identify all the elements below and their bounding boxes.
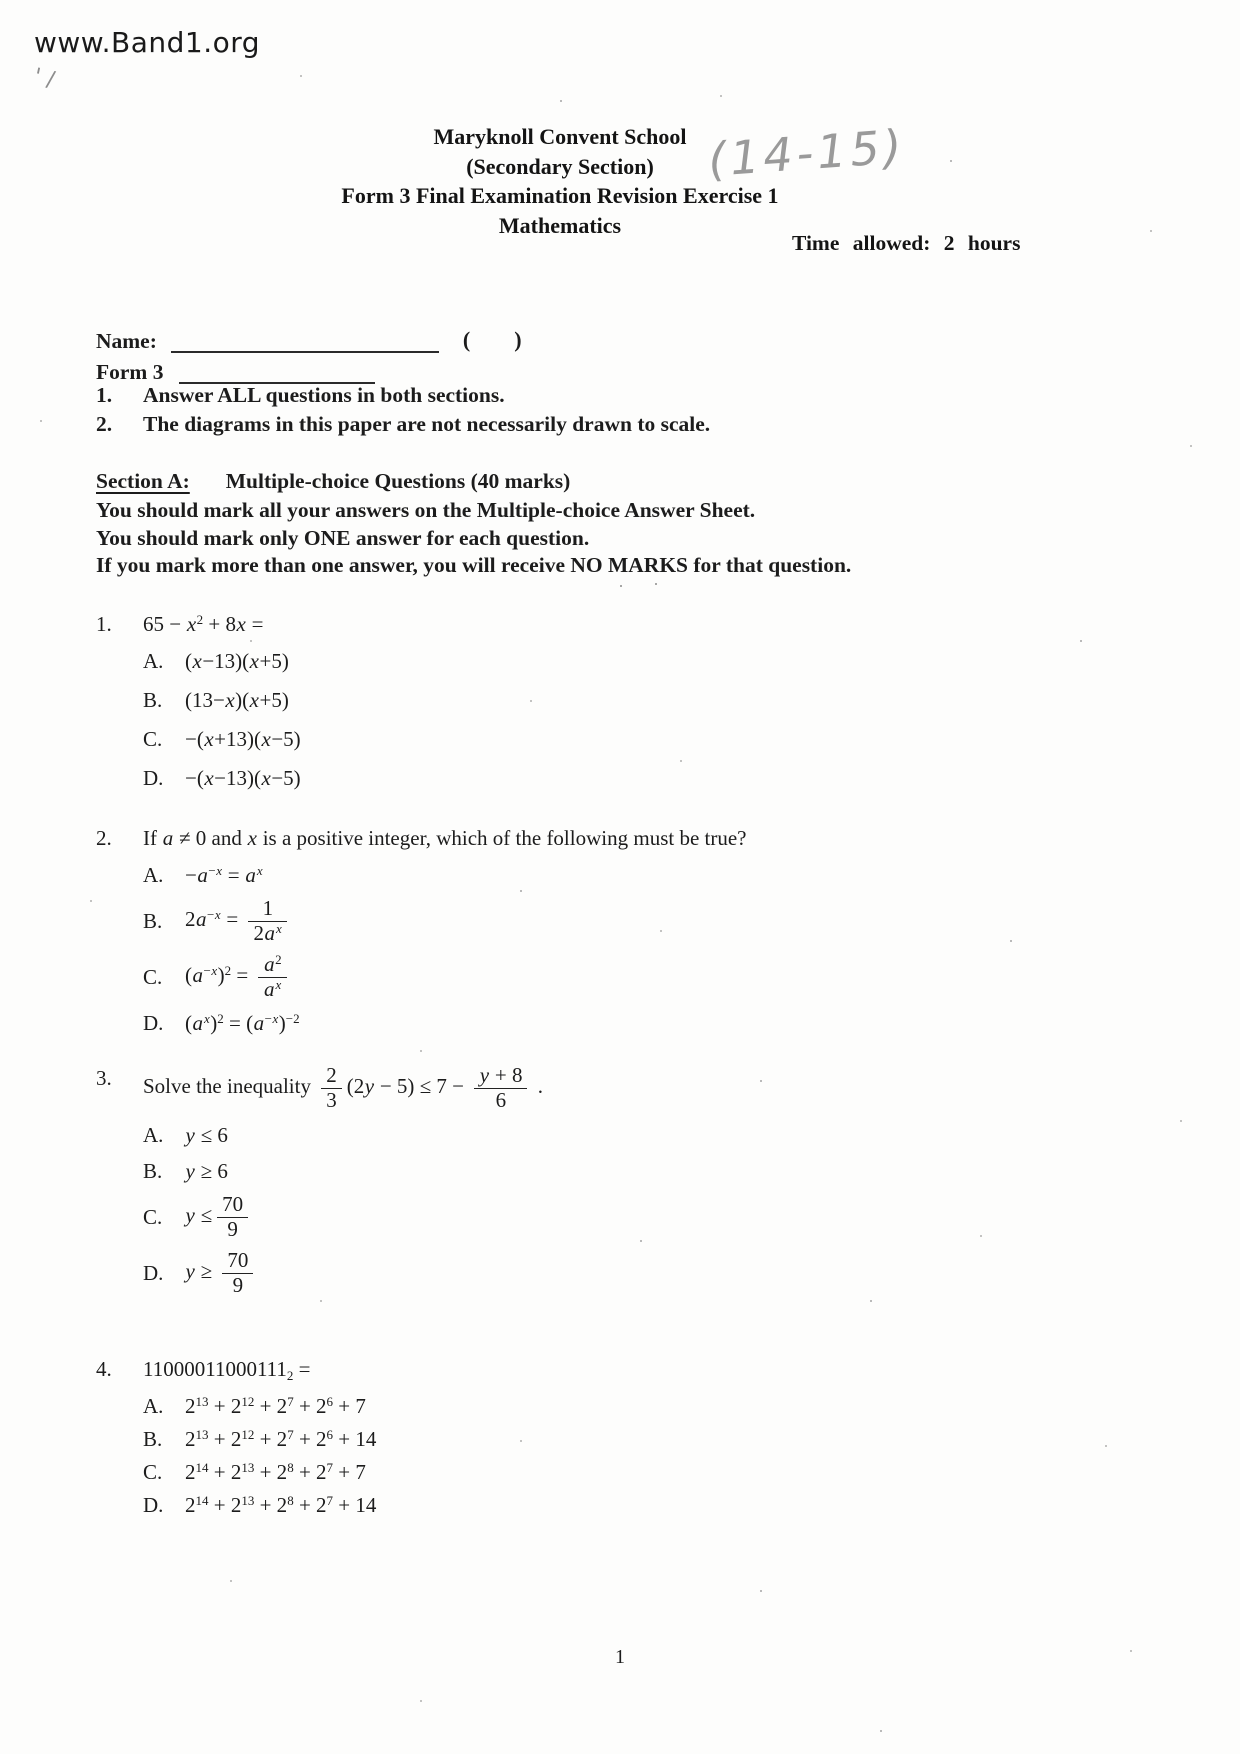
section-a-instruction-3: If you mark more than one answer, you will receive NO MARKS for that question. xyxy=(96,553,852,578)
option-letter: A. xyxy=(143,1394,164,1419)
option-expression xyxy=(185,1392,366,1420)
math-token: ≥ xyxy=(195,1258,218,1283)
option-letter: C. xyxy=(143,727,163,751)
math-token: 7 xyxy=(287,1394,294,1410)
section-a-label: Section A: xyxy=(96,469,190,493)
math-token: 2 xyxy=(196,612,204,627)
question-stem xyxy=(143,1355,310,1383)
answer-option xyxy=(96,1157,1096,1185)
math-token: + 2 xyxy=(254,1427,288,1452)
section-a-title: Multiple-choice Questions (40 marks) xyxy=(225,469,571,493)
instruction-number: 2. xyxy=(96,412,113,436)
class-number-brackets: ( ) xyxy=(462,327,522,352)
math-token: + 2 xyxy=(293,1427,327,1452)
math-token: + 7 xyxy=(333,1460,366,1485)
answer-option xyxy=(96,1249,1096,1297)
math-token: ) xyxy=(210,1011,218,1036)
math-token: +5) xyxy=(259,688,289,712)
pen-scribble: ' / xyxy=(31,64,57,93)
math-token xyxy=(256,863,263,878)
math-token: −5) xyxy=(271,766,301,790)
math-token: y xyxy=(479,1063,490,1088)
math-token: x xyxy=(249,649,259,673)
math-token: + 2 xyxy=(293,1394,327,1419)
answer-option xyxy=(96,1193,1096,1241)
math-token: x xyxy=(186,612,197,636)
math-token: ) xyxy=(217,962,225,987)
math-token: 9 xyxy=(232,1272,244,1297)
option-expression xyxy=(185,861,263,889)
math-token: 12 xyxy=(241,1394,255,1410)
question-options xyxy=(96,647,1096,792)
scan-noise xyxy=(560,100,562,102)
math-token: . xyxy=(532,1073,543,1098)
math-token: + 2 xyxy=(254,1460,288,1485)
math-token: a xyxy=(264,952,275,977)
math-token: 2 xyxy=(185,1427,196,1452)
math-token: 7 xyxy=(326,1493,334,1509)
question-stem-row xyxy=(96,1064,1096,1112)
question-1 xyxy=(96,610,1096,792)
question-number: 2. xyxy=(96,826,112,850)
math-token: 13 xyxy=(241,1493,255,1509)
math-token: 8 xyxy=(287,1460,294,1476)
math-token: 3 xyxy=(326,1087,337,1112)
math-token xyxy=(265,1011,279,1026)
question-options xyxy=(96,861,1096,1037)
math-token: x xyxy=(256,863,263,878)
math-token: x xyxy=(204,766,214,790)
instruction-text: Answer ALL questions in both sections. xyxy=(143,383,505,407)
math-token: + 8 xyxy=(203,612,237,636)
time-allowed-label: Time allowed: 2 hours xyxy=(792,231,1021,255)
math-token: = xyxy=(246,612,264,636)
option-letter: A. xyxy=(143,649,164,673)
math-token: − xyxy=(203,962,211,978)
question-list xyxy=(96,610,1096,1524)
math-token: x xyxy=(204,727,214,751)
math-token: a xyxy=(192,1011,203,1036)
math-token: x xyxy=(261,766,271,790)
math-token: is a positive integer, which of the following must be true? xyxy=(257,826,747,850)
option-letter: C. xyxy=(143,1205,163,1230)
option-expression xyxy=(185,1425,376,1453)
math-token: y xyxy=(185,1123,195,1148)
section-a xyxy=(96,466,851,580)
math-token: y xyxy=(364,1073,375,1098)
math-token: 9 xyxy=(227,1216,238,1241)
option-letter: A. xyxy=(143,1123,164,1148)
option-expression xyxy=(185,1249,258,1297)
math-token: a xyxy=(197,863,208,887)
question-stem-row xyxy=(96,610,1096,638)
school-section: (Secondary Section) xyxy=(466,153,654,179)
watermark-url: www.Band1.org xyxy=(34,26,261,59)
math-token: x xyxy=(275,920,282,936)
section-a-instruction-2: You should mark only ONE answer for each question. xyxy=(96,525,590,550)
math-token: 6 xyxy=(326,1427,334,1443)
math-token: −13)( xyxy=(202,649,250,673)
math-token: x xyxy=(261,727,271,751)
math-token: (2 xyxy=(346,1073,365,1098)
math-token: x xyxy=(272,1011,279,1027)
math-token: 70 xyxy=(222,1192,244,1217)
answer-option xyxy=(96,953,1096,1001)
math-token: x xyxy=(247,826,257,850)
math-token: 14 xyxy=(195,1460,209,1476)
math-token: + 2 xyxy=(293,1493,327,1518)
option-expression xyxy=(185,953,292,1001)
math-token: + 14 xyxy=(333,1427,377,1452)
math-token: +13)( xyxy=(214,727,262,751)
option-expression xyxy=(185,1157,228,1185)
math-token: = xyxy=(231,962,254,987)
section-a-instruction-1: You should mark all your answers on the Multiple-choice Answer Sheet. xyxy=(96,498,756,522)
question-number: 1. xyxy=(96,612,112,636)
answer-option xyxy=(96,861,1096,889)
math-token: + 2 xyxy=(208,1394,242,1419)
answer-option xyxy=(96,764,1096,792)
question-stem xyxy=(143,1064,543,1112)
option-letter: D. xyxy=(143,1011,164,1036)
general-instructions xyxy=(96,381,710,439)
math-token: 2 xyxy=(253,920,264,945)
math-token: − xyxy=(264,1011,272,1027)
math-token: 14 xyxy=(195,1493,209,1509)
math-token: +5) xyxy=(259,649,289,673)
math-token: 2 xyxy=(185,1493,196,1518)
math-token: 2 xyxy=(185,906,196,931)
math-token: )( xyxy=(235,688,250,712)
math-token: 70 xyxy=(227,1248,249,1273)
page-number: 1 xyxy=(615,1646,625,1668)
math-token: y xyxy=(185,1202,195,1227)
answer-option xyxy=(96,1121,1096,1149)
subject-title: Mathematics xyxy=(498,212,622,238)
math-token: 7 xyxy=(326,1460,334,1476)
math-token: x xyxy=(275,976,282,992)
math-token: y xyxy=(185,1258,195,1283)
math-token: + 2 xyxy=(254,1394,288,1419)
math-token: x xyxy=(216,863,222,878)
math-token: ≠ 0 and xyxy=(173,826,248,850)
answer-option xyxy=(96,647,1096,675)
math-token: 13 xyxy=(241,1460,255,1476)
answer-option xyxy=(96,1392,1096,1420)
math-token: = xyxy=(293,1357,311,1382)
question-number: 4. xyxy=(96,1357,112,1382)
math-token: 65 − xyxy=(143,612,187,636)
question-options xyxy=(96,1121,1096,1297)
student-info xyxy=(96,322,522,384)
answer-option xyxy=(96,725,1096,753)
math-token: a xyxy=(245,863,256,887)
math-token: ≥ 6 xyxy=(195,1159,228,1184)
math-token: −( xyxy=(185,727,204,751)
math-token: a xyxy=(263,976,275,1001)
math-token: (13− xyxy=(185,688,225,712)
math-token xyxy=(275,921,282,936)
math-token: + 2 xyxy=(293,1460,327,1485)
math-token: a xyxy=(196,906,207,931)
math-token: −2 xyxy=(285,1011,300,1027)
math-token: 1 xyxy=(262,896,274,920)
option-expression xyxy=(185,1009,300,1037)
name-label: Name: xyxy=(96,329,157,353)
instruction-text: The diagrams in this paper are not necessarily drawn to scale. xyxy=(143,412,711,436)
option-letter: D. xyxy=(143,1261,164,1286)
math-fraction xyxy=(248,897,287,945)
math-fraction xyxy=(258,953,286,1001)
math-token: 7 xyxy=(287,1427,294,1443)
question-4 xyxy=(96,1355,1096,1519)
math-token: 6 xyxy=(495,1087,507,1112)
math-token: 13 xyxy=(195,1394,209,1410)
math-token: ) xyxy=(278,1011,286,1036)
math-token: ≤ xyxy=(195,1202,213,1227)
math-token: 13 xyxy=(195,1427,209,1443)
option-expression xyxy=(185,1491,376,1519)
math-token: + 8 xyxy=(489,1063,523,1088)
option-expression xyxy=(185,725,301,753)
math-token: 2 xyxy=(185,1394,196,1419)
math-fraction xyxy=(474,1064,527,1112)
math-fraction xyxy=(222,1249,253,1297)
answer-option xyxy=(96,1009,1096,1037)
math-token: x xyxy=(204,1011,210,1027)
math-token: If xyxy=(143,826,163,850)
section-a-heading xyxy=(96,466,851,496)
option-letter: D. xyxy=(143,1493,164,1518)
math-token: 12 xyxy=(241,1427,255,1443)
question-stem xyxy=(143,610,263,638)
school-name: Maryknoll Convent School xyxy=(433,124,687,149)
math-token: − 5) ≤ 7 − xyxy=(374,1073,470,1098)
question-stem-row xyxy=(96,1355,1096,1383)
math-token: ( xyxy=(185,962,192,987)
name-blank-line xyxy=(171,331,439,353)
math-token: = xyxy=(222,863,245,887)
option-letter: B. xyxy=(143,688,163,712)
math-token xyxy=(204,963,218,978)
math-token: y xyxy=(185,1159,195,1184)
option-expression xyxy=(185,897,292,945)
option-expression xyxy=(185,1121,228,1149)
math-token: 2 xyxy=(286,1368,294,1384)
option-expression xyxy=(185,647,289,675)
answer-option xyxy=(96,897,1096,945)
option-letter: D. xyxy=(143,766,164,790)
math-token: 2 xyxy=(326,1063,337,1088)
answer-option xyxy=(96,1458,1096,1486)
option-letter: B. xyxy=(143,1427,163,1452)
math-token: 2 xyxy=(185,1460,196,1485)
math-token: a xyxy=(264,920,275,945)
question-3 xyxy=(96,1064,1096,1297)
math-token: = ( xyxy=(223,1011,254,1036)
question-number: 3. xyxy=(96,1066,112,1091)
math-token: + 2 xyxy=(208,1460,242,1485)
math-token: + 7 xyxy=(333,1394,366,1419)
question-stem xyxy=(143,824,747,852)
math-token: 11000011000111 xyxy=(143,1357,287,1382)
math-token: −5) xyxy=(271,727,301,751)
answer-option xyxy=(96,686,1096,714)
math-token: 6 xyxy=(326,1394,334,1410)
answer-option xyxy=(96,1425,1096,1453)
math-token: = xyxy=(221,906,244,931)
math-token: ( xyxy=(185,1011,192,1036)
math-fraction xyxy=(217,1193,248,1241)
math-token: ( xyxy=(185,649,192,673)
form-label: Form 3 xyxy=(96,360,164,384)
option-letter: C. xyxy=(143,965,163,990)
math-token: + 2 xyxy=(208,1427,242,1452)
math-fraction xyxy=(321,1064,342,1112)
option-expression xyxy=(185,1193,253,1241)
math-token: Solve the inequality xyxy=(143,1073,317,1098)
form-row xyxy=(96,353,522,384)
math-token: x xyxy=(192,649,202,673)
math-token: − xyxy=(185,863,197,887)
name-row xyxy=(96,322,522,353)
math-token: − xyxy=(207,906,215,922)
question-options xyxy=(96,1392,1096,1519)
math-token: x xyxy=(236,612,246,636)
option-expression xyxy=(185,764,301,792)
math-token: x xyxy=(214,906,221,922)
question-stem-row xyxy=(96,824,1096,852)
option-letter: A. xyxy=(143,863,164,887)
general-instruction-1 xyxy=(96,381,710,410)
instruction-number: 1. xyxy=(96,383,113,407)
math-token: + 2 xyxy=(254,1493,288,1518)
math-token: −( xyxy=(185,766,204,790)
math-token xyxy=(275,977,282,992)
math-token: x xyxy=(225,688,235,712)
math-token: x xyxy=(211,962,218,978)
math-token: 2 xyxy=(217,1011,224,1027)
option-letter: C. xyxy=(143,1460,163,1485)
math-token: a xyxy=(162,826,174,850)
math-token: a xyxy=(253,1011,265,1036)
math-token: ≤ 6 xyxy=(195,1123,228,1148)
exam-title: Form 3 Final Examination Revision Exercise 1 xyxy=(341,183,779,208)
math-token: 2 xyxy=(224,962,232,978)
math-token: x xyxy=(249,688,259,712)
math-token: + 14 xyxy=(333,1493,377,1518)
option-expression xyxy=(185,1458,366,1486)
option-expression xyxy=(185,686,289,714)
math-token: −13)( xyxy=(214,766,262,790)
question-2 xyxy=(96,824,1096,1037)
handwritten-year: (14-15) xyxy=(706,119,908,187)
general-instruction-2 xyxy=(96,410,710,439)
option-letter: B. xyxy=(143,909,163,934)
math-token: − xyxy=(208,863,216,878)
math-token: 8 xyxy=(287,1493,294,1509)
math-token: + 2 xyxy=(208,1493,242,1518)
math-token: 2 xyxy=(275,952,282,968)
option-letter: B. xyxy=(143,1159,163,1184)
math-token xyxy=(207,907,221,922)
answer-option xyxy=(96,1491,1096,1519)
math-token xyxy=(208,863,222,878)
math-token: a xyxy=(192,962,203,987)
